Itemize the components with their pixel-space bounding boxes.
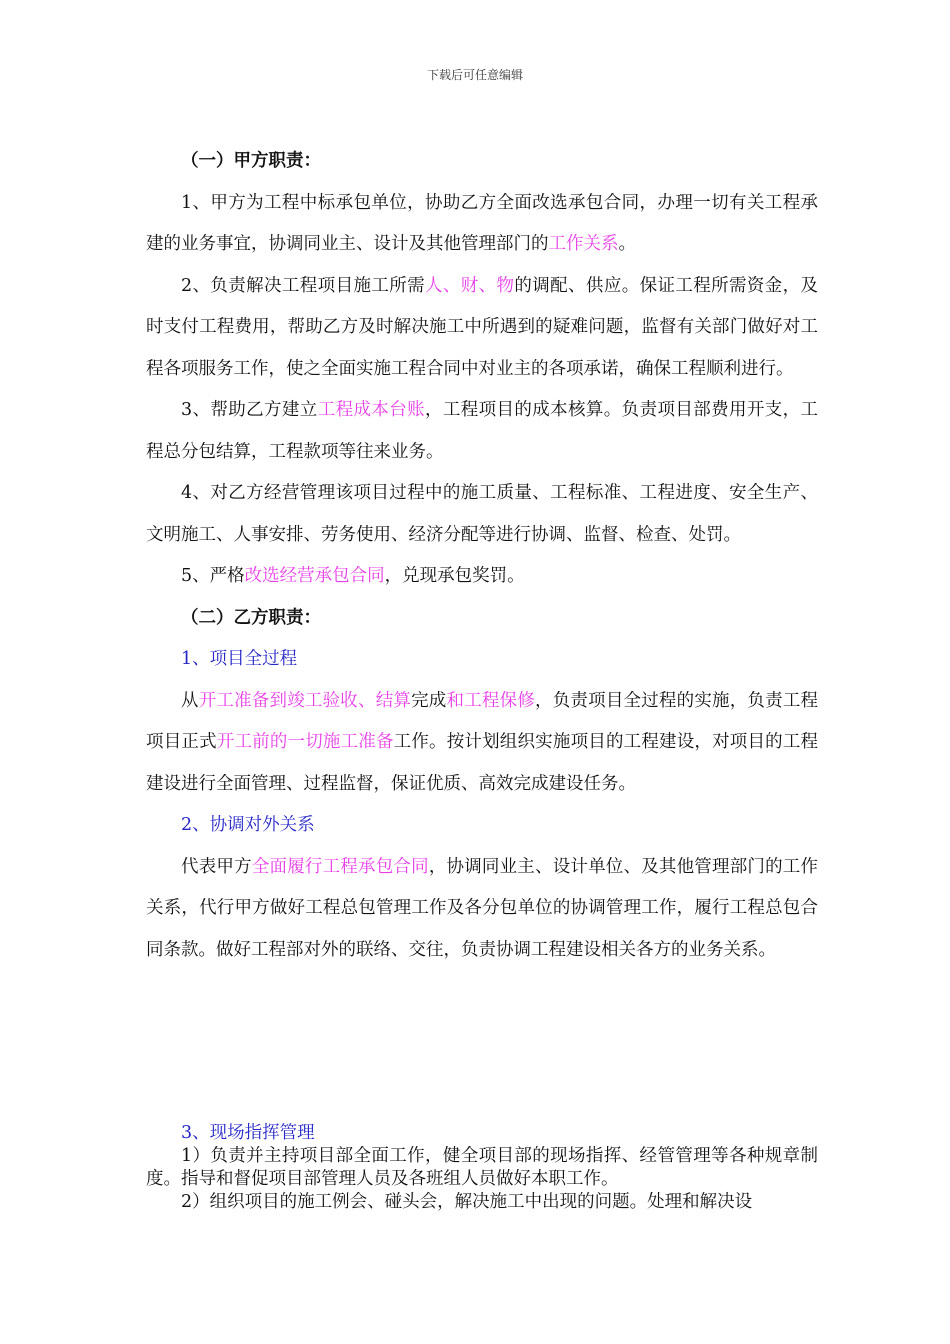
section2-heading: （二）乙方职责： [181, 607, 321, 628]
text-run: 3、帮助乙方建立 [181, 400, 318, 420]
highlight-run: 工作关系 [548, 234, 619, 254]
highlight-run: 全面履行工程承包合同 [251, 856, 429, 877]
text-run: 工作。按计划组织实施项目的工程建设，对项目的工程建设进行全面管理、过程监督，保证优质、高效完成建设任务。 [146, 732, 819, 794]
highlight-run: 改选经营承包合同 [244, 566, 385, 586]
text-run: 。 [618, 234, 636, 254]
text-run: 的调配、供应。保证工程所需资金，及时支付工程费用，帮助乙方及时解决施工中所遇到的疑难问题，监督有关部门做好对工程各项服务工作，使之全面实施工程合同中对业主的各项承诺，确保工程顺利进行。 [146, 275, 819, 379]
text-run: 1、甲方为工程中标承包单位，协助乙方全面改选承包合同，办理一切有关工程承建的业务事宜，协调同业主、设计及其他管理部门的 [146, 192, 818, 254]
section2-paragraph-1 [146, 681, 818, 806]
document-body-tight [146, 1122, 818, 1214]
text-run: ，工程项目的成本核算。负责项目部费用开支，工程总分包结算，工程款项等往来业务。 [146, 400, 818, 462]
section1-paragraph-3 [146, 390, 818, 473]
highlight-run: 工程成本台账 [317, 400, 425, 420]
highlight-run: 和工程保修 [446, 690, 536, 711]
section1-paragraph-2 [146, 266, 818, 391]
text-run: 代表甲方 [181, 856, 252, 877]
subheading-2: 2、协调对外关系 [181, 815, 315, 835]
highlight-run: 开工前的一切施工准备 [216, 732, 394, 752]
highlight-run: 开工准备到竣工验收、结算 [198, 690, 412, 711]
section1-paragraph-4: 4、对乙方经营管理该项目过程中的施工质量、工程标准、工程进度、安全生产、文明施工、人事安排、劳务使用、经济分配等进行协调、监督、检查、处罚。 [146, 483, 818, 545]
text-run: 完成 [411, 690, 447, 711]
text-run: ，兑现承包奖罚。 [384, 566, 525, 586]
text-run: 5、严格 [181, 566, 245, 586]
text-run: 从 [181, 690, 199, 711]
section2-paragraph-3: 1）负责并主持项目部全面工作，健全项目部的现场指挥、经管管理等各种规章制度。指导和督促项目部管理人员及各班组人员做好本职工作。 [146, 1146, 818, 1189]
document-body [146, 141, 818, 971]
text-run: 2、负责解决工程项目施工所需 [181, 275, 425, 296]
text-run: ，负责项目全过程的实施，负责工程项目正式 [146, 690, 819, 752]
section1-paragraph-1 [146, 183, 818, 266]
subheading-3: 3、现场指挥管理 [181, 1123, 315, 1143]
header-note: 下载后可任意编辑 [426, 68, 523, 82]
highlight-run: 人、财、物 [424, 275, 515, 296]
section2-paragraph-2 [146, 847, 818, 972]
section1-heading: （一）甲方职责： [181, 151, 321, 171]
section1-paragraph-5 [146, 556, 818, 598]
subheading-1: 1、项目全过程 [181, 649, 298, 669]
text-run: ，协调同业主、设计单位、及其他管理部门的工作关系，代行甲方做好工程总包管理工作及各分包单位的协调管理工作，履行工程总包合同条款。做好工程部对外的联络、交往，负责协调工程建设相关各方的业务关系。 [146, 856, 819, 960]
section2-paragraph-4: 2）组织项目的施工例会、碰头会，解决施工中出现的问题。处理和解决设 [181, 1192, 753, 1212]
